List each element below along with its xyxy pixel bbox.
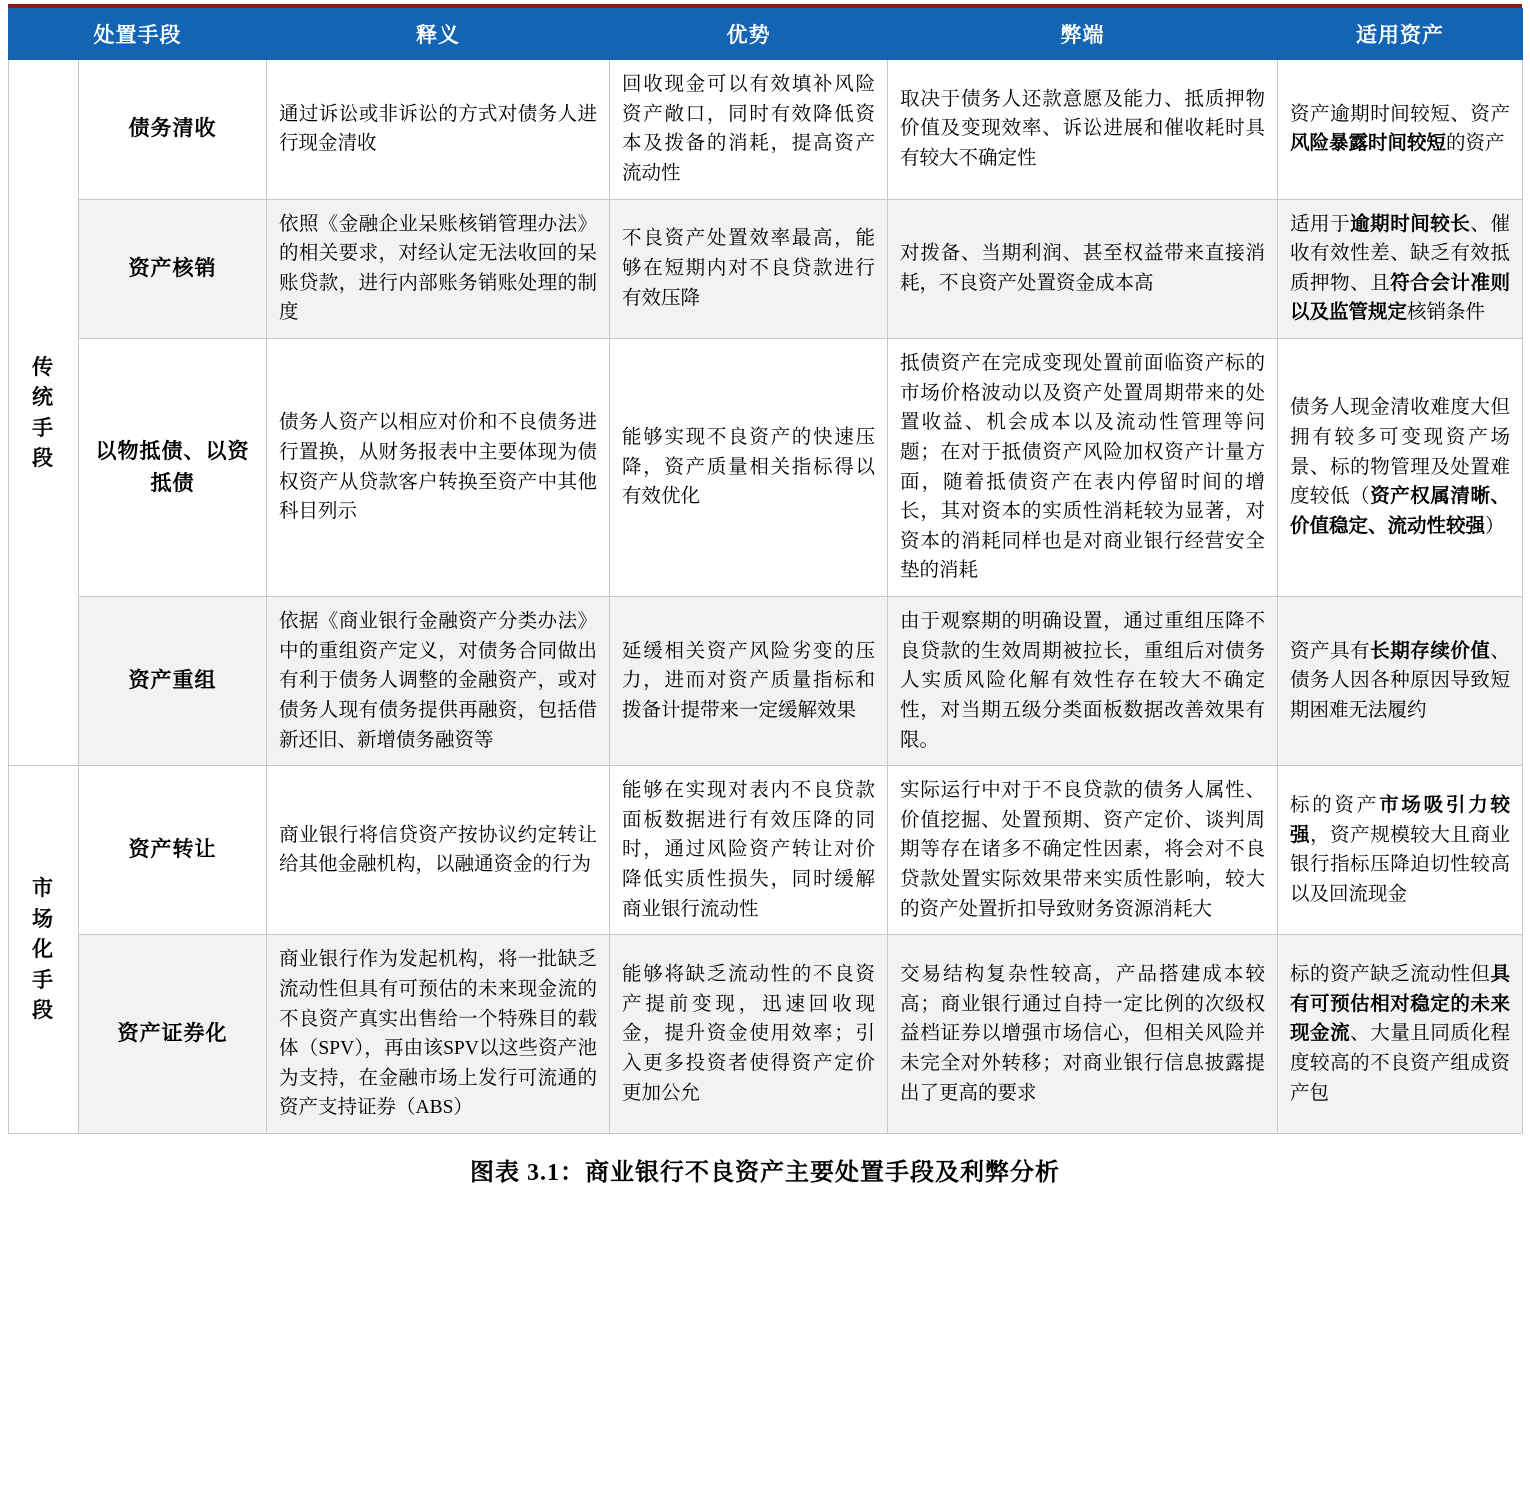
disadvantage-cell: 实际运行中对于不良贷款的债务人属性、价值挖掘、处置预期、资产定价、谈判周期等存在诸多不确定性因素，将会对不良贷款处置实际效果带来实质性影响，较大的资产处置折扣导致财务资源消耗大: [888, 766, 1278, 935]
asset-prefix: 标的资产: [1290, 794, 1380, 816]
figure-caption: 图表 3.1：商业银行不良资产主要处置手段及利弊分析: [470, 1160, 1060, 1186]
definition-cell: 通过诉讼或非诉讼的方式对债务人进行现金清收: [267, 60, 610, 200]
column-header-means: 处置手段: [9, 9, 267, 60]
asset-suffix: ）: [1485, 515, 1505, 537]
table-row: [9, 199, 1523, 339]
asset-prefix: 资产逾期时间较短、资产: [1290, 103, 1510, 125]
asset-prefix: 资产具有: [1290, 640, 1371, 662]
column-header-definition: 释义: [267, 9, 610, 60]
table-row: [9, 766, 1523, 935]
header-row: [9, 9, 1523, 60]
definition-cell: 依照《金融企业呆账核销管理办法》的相关要求，对经认定无法收回的呆账贷款，进行内部账务销账处理的制度: [267, 199, 610, 339]
category-market-label: 市场化手段: [32, 876, 55, 1023]
column-header-asset: 适用资产: [1278, 9, 1523, 60]
category-traditional-label: 传统手段: [32, 354, 55, 470]
page-container: [0, 8, 1530, 1187]
table-row: [9, 60, 1523, 200]
advantage-cell: 能够将缺乏流动性的不良资产提前变现，迅速回收现金，提升资金使用效率；引入更多投资者使得资产定价更加公允: [610, 935, 888, 1134]
asset-suffix: 核销条件: [1407, 302, 1486, 324]
asset-bold: 市场吸引力较强: [1290, 794, 1510, 846]
asset-bold: 长期存续价值: [1370, 640, 1491, 662]
asset-suffix: 的资产: [1446, 133, 1505, 155]
asset-mid: 、催收有效性差、缺乏有效抵质押物、且: [1290, 213, 1510, 294]
definition-cell: 依据《商业银行金融资产分类办法》中的重组资产定义，对债务合同做出有利于债务人调整的金融资产，或对债务人现有债务提供再融资，包括借新还旧、新增债务融资等: [267, 597, 610, 766]
means-asset-in-kind-repayment: 以物抵债、以资抵债: [79, 339, 267, 597]
asset-cell: [1278, 199, 1523, 339]
asset-suffix: 、大量且同质化程度较高的不良资产组成资产包: [1290, 1023, 1510, 1104]
definition-cell: 商业银行作为发起机构，将一批缺乏流动性但具有可预估的未来现金流的不良资产真实出售给一个特殊目的载体（SPV），再由该SPV以这些资产池为支持，在金融市场上发行可流通的资产支持证券（ABS）: [267, 935, 610, 1134]
definition-cell: 债务人资产以相应对价和不良债务进行置换，从财务报表中主要体现为债权资产从贷款客户转换至资产中其他科目列示: [267, 339, 610, 597]
asset-prefix: 债务人现金清收难度大但拥有较多可变现资产场景、标的物管理及处置难度较低（: [1290, 397, 1510, 508]
category-market: [9, 766, 79, 1134]
asset-bold: 资产权属清晰、价值稳定、流动性较强: [1290, 486, 1510, 537]
column-header-disadvantage: 弊端: [888, 9, 1278, 60]
asset-bold: 逾期时间较长: [1350, 213, 1471, 235]
means-asset-securitization: 资产证券化: [79, 935, 267, 1134]
disposal-methods-table: [8, 8, 1523, 1134]
asset-bold: 风险暴露时间较短: [1290, 133, 1447, 155]
asset-cell: [1278, 339, 1523, 597]
column-header-advantage: 优势: [610, 9, 888, 60]
disadvantage-cell: 取决于债务人还款意愿及能力、抵质押物价值及变现效率、诉讼进展和催收耗时具有较大不确定性: [888, 60, 1278, 200]
disadvantage-cell: 交易结构复杂性较高，产品搭建成本较高；商业银行通过自持一定比例的次级权益档证券以增强市场信心，但相关风险并未完全对外转移；对商业银行信息披露提出了更高的要求: [888, 935, 1278, 1134]
disadvantage-cell: 抵债资产在完成变现处置前面临资产标的市场价格波动以及资产处置周期带来的处置收益、机会成本以及流动性管理等问题；在对于抵债资产风险加权资产计量方面，随着抵债资产在表内停留时间的增长，其对资本的实质性消耗较为显著，对资本的消耗同样也是对商业银行经营安全垫的消耗: [888, 339, 1278, 597]
means-asset-transfer: 资产转让: [79, 766, 267, 935]
disadvantage-cell: 对拨备、当期利润、甚至权益带来直接消耗，不良资产处置资金成本高: [888, 199, 1278, 339]
advantage-cell: 回收现金可以有效填补风险资产敞口，同时有效降低资本及拨备的消耗，提高资产流动性: [610, 60, 888, 200]
means-asset-restructuring: 资产重组: [79, 597, 267, 766]
asset-suffix: ，资产规模较大且商业银行指标压降迫切性较高以及回流现金: [1290, 824, 1510, 905]
asset-prefix: 适用于: [1290, 213, 1351, 235]
advantage-cell: 能够在实现对表内不良贷款面板数据进行有效压降的同时，通过风险资产转让对价降低实质性损失，同时缓解商业银行流动性: [610, 766, 888, 935]
table-row: [9, 935, 1523, 1134]
table-header: [9, 9, 1523, 60]
asset-bold: 具有可预估相对稳定的未来现金流: [1290, 964, 1510, 1045]
table-body: [9, 60, 1523, 1134]
definition-cell: 商业银行将信贷资产按协议约定转让给其他金融机构，以融通资金的行为: [267, 766, 610, 935]
category-traditional: [9, 60, 79, 766]
advantage-cell: 延缓相关资产风险劣变的压力，进而对资产质量指标和拨备计提带来一定缓解效果: [610, 597, 888, 766]
table-row: [9, 339, 1523, 597]
disadvantage-cell: 由于观察期的明确设置，通过重组压降不良贷款的生效周期被拉长，重组后对债务人实质风险化解有效性存在较大不确定性，对当期五级分类面板数据改善效果有限。: [888, 597, 1278, 766]
asset-cell: [1278, 766, 1523, 935]
means-write-off: 资产核销: [79, 199, 267, 339]
asset-suffix: 、债务人因各种原因导致短期困难无法履约: [1290, 640, 1510, 721]
asset-bold-2: 符合会计准则以及监管规定: [1290, 272, 1510, 324]
asset-cell: [1278, 60, 1523, 200]
asset-cell: [1278, 935, 1523, 1134]
asset-prefix: 标的资产缺乏流动性但: [1290, 964, 1491, 986]
means-debt-collection: 债务清收: [79, 60, 267, 200]
asset-cell: [1278, 597, 1523, 766]
advantage-cell: 不良资产处置效率最高，能够在短期内对不良贷款进行有效压降: [610, 199, 888, 339]
advantage-cell: 能够实现不良资产的快速压降，资产质量相关指标得以有效优化: [610, 339, 888, 597]
table-row: [9, 597, 1523, 766]
